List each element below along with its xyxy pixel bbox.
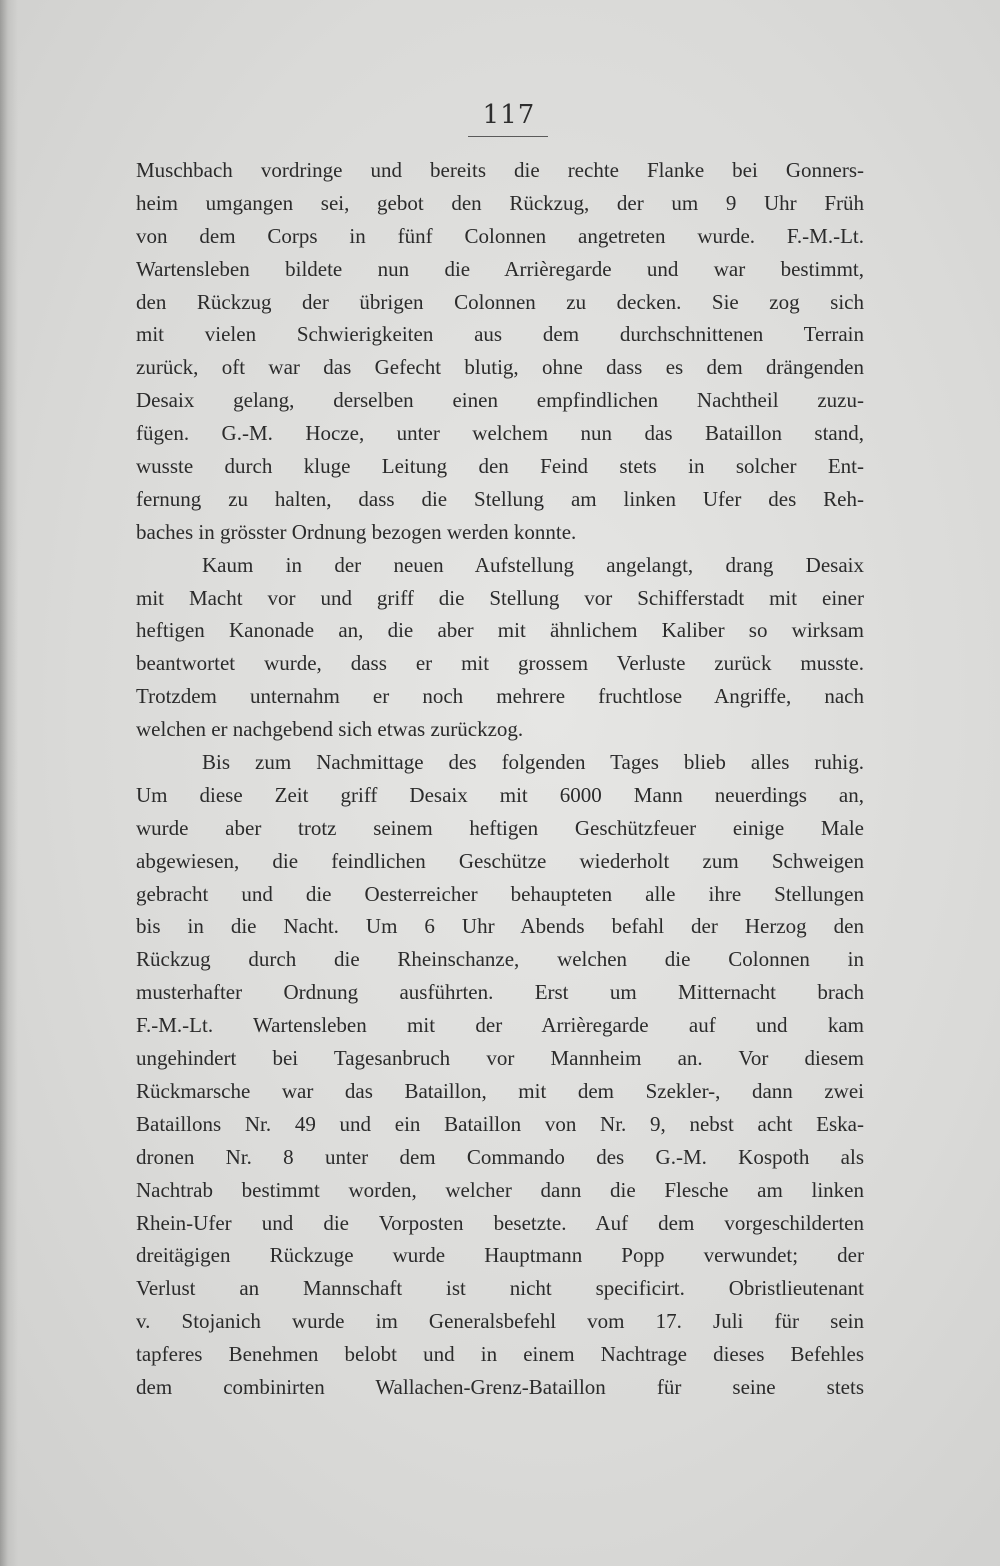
page-number-rule xyxy=(468,136,548,137)
text-line: fernung zu halten, dass die Stellung am linken Ufer des Reh- xyxy=(136,486,864,511)
text-line: Muschbach vordringe und bereits die rechte Flanke bei Gonners- xyxy=(136,158,864,182)
text-line: zurück, oft war das Gefecht blutig, ohne dass es dem drängenden xyxy=(136,355,864,380)
text-line: dreitägigen Rückzuge wurde Hauptmann Popp verwundet; der xyxy=(136,1243,864,1268)
text-line: mit Macht vor und griff die Stellung vor Schifferstadt mit einer xyxy=(136,585,864,610)
text-line: F.-M.-Lt. Wartensleben mit der Arrièregarde auf und kam xyxy=(136,1013,864,1038)
text-line: heftigen Kanonade an, die aber mit ähnlichem Kaliber so wirksam xyxy=(136,618,864,643)
text-line: v. Stojanich wurde im Generalsbefehl vom 17. Juli für sein xyxy=(136,1309,864,1334)
text-line: Um diese Zeit griff Desaix mit 6000 Mann neuerdings an, xyxy=(136,782,864,807)
text-line: musterhafter Ordnung ausführten. Erst um Mitternacht brach xyxy=(136,980,864,1005)
text-line: wusste durch kluge Leitung den Feind stets in solcher Ent- xyxy=(136,454,864,479)
text-line: Bataillons Nr. 49 und ein Bataillon von Nr. 9, nebst acht Eska- xyxy=(136,1111,864,1136)
text-line: ungehindert bei Tagesanbruch vor Mannheim an. Vor diesem xyxy=(136,1046,864,1071)
text-line: Verlust an Mannschaft ist nicht specificirt. Obristlieutenant xyxy=(136,1276,864,1301)
text-line: den Rückzug der übrigen Colonnen zu decken. Sie zog sich xyxy=(136,289,864,314)
text-line: Bis zum Nachmittage des folgenden Tages blieb alles ruhig. xyxy=(202,750,864,775)
text-line: bis in die Nacht. Um 6 Uhr Abends befahl der Herzog den xyxy=(136,914,864,939)
page-number: 117 xyxy=(482,100,536,130)
text-line: dronen Nr. 8 unter dem Commando des G.-M. Kospoth als xyxy=(136,1144,864,1169)
text-line: von dem Corps in fünf Colonnen angetreten wurde. F.-M.-Lt. xyxy=(136,223,864,248)
text-line: dem combinirten Wallachen-Grenz-Bataillon für seine stets xyxy=(136,1374,864,1399)
text-line: Rückzug durch die Rheinschanze, welchen die Colonnen in xyxy=(136,947,864,972)
text-line: tapferes Benehmen belobt und in einem Nachtrage dieses Befehles xyxy=(136,1342,864,1367)
text-line: mit vielen Schwierigkeiten aus dem durchschnittenen Terrain xyxy=(136,322,864,347)
text-line: heim umgangen sei, gebot den Rückzug, der um 9 Uhr Früh xyxy=(136,190,864,215)
text-line: Rhein-Ufer und die Vorposten besetzte. Auf dem vorgeschilderten xyxy=(136,1210,864,1235)
spine-shadow xyxy=(0,0,18,1566)
text-line: Nachtrab bestimmt worden, welcher dann die Flesche am linken xyxy=(136,1177,864,1202)
text-line: Rückmarsche war das Bataillon, mit dem Szekler-, dann zwei xyxy=(136,1078,864,1103)
body-text xyxy=(136,154,864,1404)
text-line: Kaum in der neuen Aufstellung angelangt, drang Desaix xyxy=(202,552,864,577)
text-line: welchen er nachgebend sich etwas zurückzog. xyxy=(136,717,524,742)
text-line: Desaix gelang, derselben einen empfindlichen Nachtheil zuzu- xyxy=(136,388,864,413)
text-line: wurde aber trotz seinem heftigen Geschützfeuer einige Male xyxy=(136,815,864,840)
text-line: abgewiesen, die feindlichen Geschütze wiederholt zum Schweigen xyxy=(136,848,864,873)
text-line: Trotzdem unternahm er noch mehrere fruchtlose Angriffe, nach xyxy=(136,684,864,709)
text-line: baches in grösster Ordnung bezogen werden konnte. xyxy=(136,519,577,544)
text-line: Wartensleben bildete nun die Arrièregarde und war bestimmt, xyxy=(136,256,864,281)
text-line: fügen. G.-M. Hocze, unter welchem nun das Bataillon stand, xyxy=(136,421,864,446)
text-line: beantwortet wurde, dass er mit grossem Verluste zurück musste. xyxy=(136,651,864,676)
text-line: gebracht und die Oesterreicher behaupteten alle ihre Stellungen xyxy=(136,881,864,906)
